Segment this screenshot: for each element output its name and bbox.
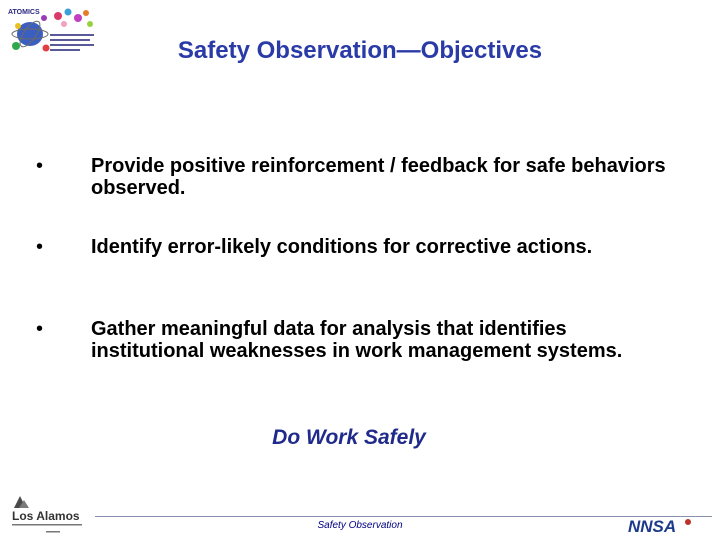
footer-title: Safety Observation	[317, 520, 403, 531]
tagline: Do Work Safely	[272, 426, 426, 449]
bullet-icon: •	[36, 318, 44, 340]
svg-text:ATOMICS: ATOMICS	[8, 9, 40, 16]
bullet-icon: •	[36, 155, 44, 177]
svg-text:NNSA: NNSA	[628, 517, 677, 536]
bullet-text: Identify error-likely conditions for corrective actions.	[91, 236, 593, 258]
page-title: Safety Observation—Objectives	[177, 37, 543, 64]
footer-divider	[95, 516, 712, 517]
bullet-icon: •	[36, 236, 44, 258]
svg-text:Los Alamos: Los Alamos	[12, 509, 80, 523]
bullet-text: Provide positive reinforcement / feedback for safe behaviors observed.	[91, 155, 666, 199]
bullet-text: Gather meaningful data for analysis that identifies institutional weaknesses in work management systems.	[91, 318, 623, 362]
nnsa-logo	[628, 516, 696, 536]
